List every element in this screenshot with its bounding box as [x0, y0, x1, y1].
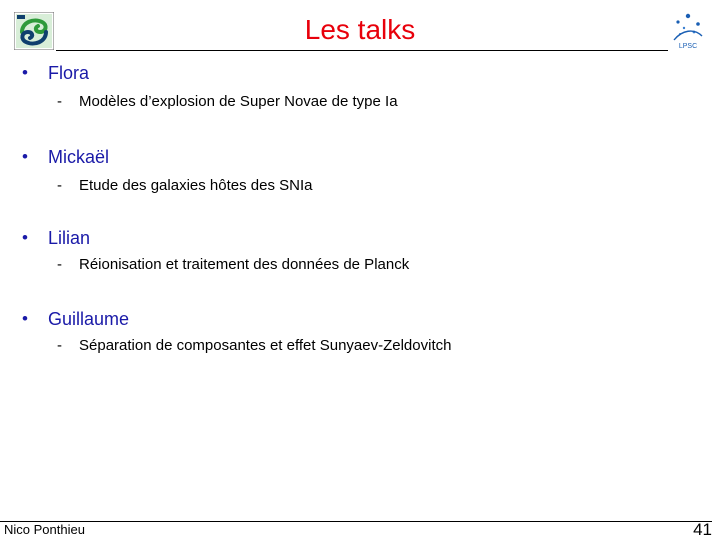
page-number: 41	[693, 520, 712, 539]
speaker-name: Mickaël	[48, 147, 110, 167]
dash-icon: -	[57, 177, 62, 194]
speaker-name: Guillaume	[48, 309, 130, 329]
talk-topic: Réionisation et traitement des données de Planck	[79, 256, 410, 273]
bullet-icon: •	[22, 63, 28, 82]
slide-title: Les talks	[304, 14, 416, 45]
svg-text:LPSC: LPSC	[678, 43, 698, 50]
bullet-icon: •	[22, 147, 28, 166]
dash-icon: -	[57, 93, 62, 110]
bullet-icon: •	[22, 228, 28, 247]
talk-topic: Séparation de composantes et effet Sunyaev-Zeldovitch	[79, 337, 452, 354]
footer-divider	[0, 521, 712, 522]
speaker-name: Flora	[48, 63, 90, 83]
speaker-name: Lilian	[48, 228, 91, 248]
bullet-icon: •	[22, 309, 28, 328]
talk-topic: Modèles d’explosion de Super Novae de type Ia	[79, 93, 398, 110]
dash-icon: -	[57, 337, 62, 354]
author-name: Nico Ponthieu	[4, 522, 85, 537]
dash-icon: -	[57, 256, 62, 273]
talk-topic: Etude des galaxies hôtes des SNIa	[79, 177, 313, 194]
